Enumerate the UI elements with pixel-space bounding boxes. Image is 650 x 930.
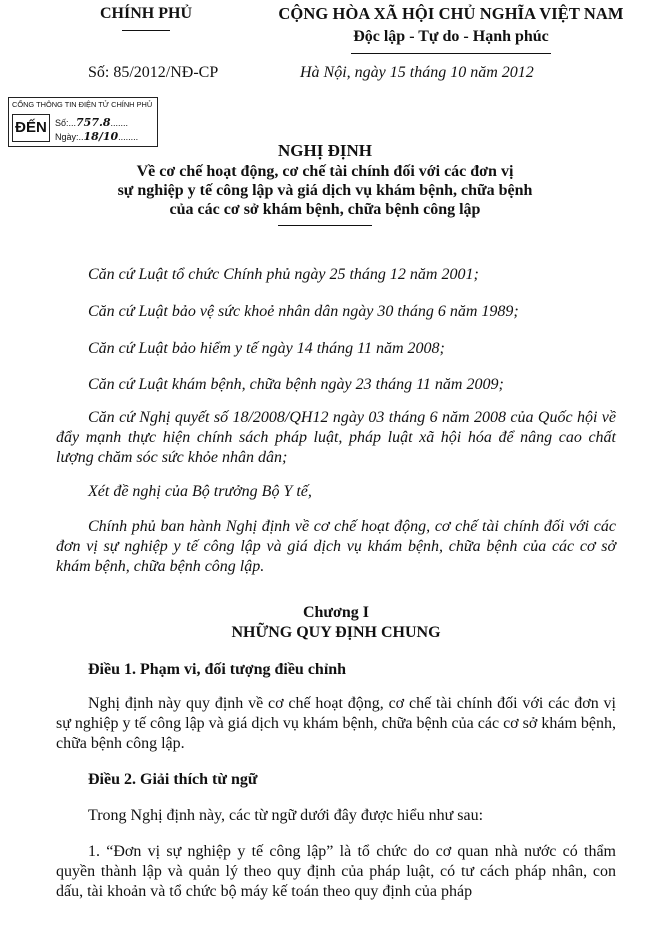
- document-type: NGHỊ ĐỊNH: [278, 141, 372, 160]
- legal-basis-1: Căn cứ Luật tổ chức Chính phủ ngày 25 tháng 12 năm 2001;: [88, 266, 479, 283]
- motto-underline: [351, 53, 551, 54]
- place-and-date: Hà Nội, ngày 15 tháng 10 năm 2012: [300, 64, 534, 81]
- stamp-number-value: 757.8: [76, 116, 111, 129]
- subject-line-1: Về cơ chế hoạt động, cơ chế tài chính đối với các đơn vị: [136, 163, 514, 180]
- proposal: Xét đề nghị của Bộ trưởng Bộ Y tế,: [88, 483, 312, 500]
- stamp-number-row: Số:...757.8.......: [55, 116, 128, 129]
- subject-line-3: của các cơ sở khám bệnh, chữa bệnh công lập: [169, 201, 481, 218]
- stamp-header: CỔNG THÔNG TIN ĐIỆN TỬ CHÍNH PHỦ: [12, 100, 153, 109]
- decree-statement: Chính phủ ban hành Nghị định về cơ chế hoạt động, cơ chế tài chính đối với các đơn vị sự nghiệp y tế công lập và giá dịch vụ khám bệnh, chữa bệnh của các cơ sở khám bệnh, chữa bệnh công lập.: [56, 518, 616, 575]
- nation-name: CỘNG HÒA XÃ HỘI CHỦ NGHĨA VIỆT NAM: [278, 4, 624, 23]
- article-2-intro: Trong Nghị định này, các từ ngữ dưới đây được hiểu như sau:: [88, 807, 484, 824]
- legal-basis-4: Căn cứ Luật khám bệnh, chữa bệnh ngày 23 tháng 11 năm 2009;: [88, 376, 504, 393]
- legal-basis-5: Căn cứ Nghị quyết số 18/2008/QH12 ngày 03 tháng 6 năm 2008 của Quốc hội về đẩy mạnh thực hiện chính sách pháp luật, pháp luật xã hội hóa để nâng cao chất lượng chăm sóc sức khỏe nhân dân;: [56, 409, 616, 466]
- stamp-date-row: Ngày:..18/10........: [55, 130, 139, 143]
- chapter-name: NHỮNG QUY ĐỊNH CHUNG: [231, 624, 441, 641]
- subject-line-2: sự nghiệp y tế công lập và giá dịch vụ khám bệnh, chữa bệnh: [117, 182, 533, 199]
- article-2-heading: Điều 2. Giải thích từ ngữ: [88, 771, 258, 788]
- document-title: [60, 140, 590, 226]
- legal-basis-3: Căn cứ Luật bảo hiểm y tế ngày 14 tháng 11 năm 2008;: [88, 340, 445, 357]
- issuing-agency: CHÍNH PHỦ: [100, 5, 192, 22]
- title-underline: [278, 225, 372, 226]
- article-2-item-1: 1. “Đơn vị sự nghiệp y tế công lập” là tổ chức do cơ quan nhà nước có thẩm quyền thành lập và quản lý theo quy định của pháp luật, có tư cách pháp nhân, con dấu, tài khoản và tổ chức bộ máy kế toán theo quy định của pháp: [56, 843, 616, 900]
- issuing-agency-block: [56, 4, 236, 31]
- national-motto: Độc lập - Tự do - Hạnh phúc: [353, 28, 549, 45]
- chapter-number: Chương I: [302, 604, 370, 621]
- legal-basis-2: Căn cứ Luật bảo vệ sức khoẻ nhân dân ngày 30 tháng 6 năm 1989;: [88, 303, 519, 320]
- stamp-label: ĐẾN: [12, 114, 50, 142]
- document-number: Số: 85/2012/NĐ-CP: [88, 64, 219, 81]
- stamp-date-label: Ngày:: [55, 132, 79, 142]
- agency-underline: [122, 30, 170, 31]
- article-1-body: Nghị định này quy định về cơ chế hoạt động, cơ chế tài chính đối với các đơn vị sự nghiệp y tế công lập và giá dịch vụ khám bệnh, chữa bệnh của các cơ sở khám bệnh, chữa bệnh công lập.: [56, 695, 616, 752]
- national-header: [262, 4, 640, 54]
- article-1-heading: Điều 1. Phạm vi, đối tượng điều chỉnh: [88, 661, 347, 678]
- stamp-date-value: 18/10: [83, 130, 119, 143]
- stamp-number-label: Số:: [55, 118, 69, 128]
